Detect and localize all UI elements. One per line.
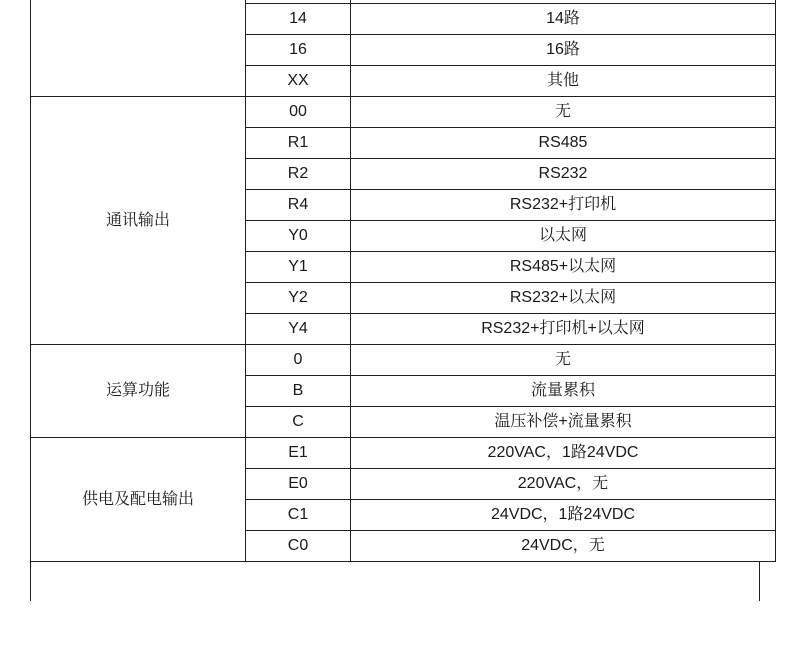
- description-cell: RS232+打印机: [351, 190, 776, 221]
- category-cell: 通讯输出: [31, 97, 246, 345]
- description-cell: RS485: [351, 128, 776, 159]
- description-cell: 24VDC，无: [351, 531, 776, 562]
- description-cell: 温压补偿+流量累积: [351, 407, 776, 438]
- description-cell: RS232+打印机+以太网: [351, 314, 776, 345]
- code-cell: 00: [246, 97, 351, 128]
- category-cell: 供电及配电输出: [31, 438, 246, 562]
- description-cell: 14路: [351, 4, 776, 35]
- code-cell: Y2: [246, 283, 351, 314]
- category-cell: 运算功能: [31, 345, 246, 438]
- description-cell: 无: [351, 345, 776, 376]
- description-cell: 其他: [351, 66, 776, 97]
- code-cell: Y1: [246, 252, 351, 283]
- description-cell: RS232+以太网: [351, 283, 776, 314]
- table-body: [31, 0, 776, 562]
- code-cell: C: [246, 407, 351, 438]
- specification-table: [30, 0, 776, 562]
- category-cell: [31, 0, 246, 97]
- code-cell: E1: [246, 438, 351, 469]
- code-cell: R4: [246, 190, 351, 221]
- description-cell: 220VAC，无: [351, 469, 776, 500]
- description-cell: 以太网: [351, 221, 776, 252]
- code-cell: XX: [246, 66, 351, 97]
- table-row: [31, 345, 776, 376]
- code-cell: R1: [246, 128, 351, 159]
- code-cell: Y4: [246, 314, 351, 345]
- code-cell: B: [246, 376, 351, 407]
- description-cell: 220VAC，1路24VDC: [351, 438, 776, 469]
- description-cell: RS232: [351, 159, 776, 190]
- table-row: [31, 438, 776, 469]
- code-cell: Y0: [246, 221, 351, 252]
- description-cell: RS485+以太网: [351, 252, 776, 283]
- description-cell: 16路: [351, 35, 776, 66]
- code-cell: C0: [246, 531, 351, 562]
- description-cell: 无: [351, 97, 776, 128]
- code-cell: C1: [246, 500, 351, 531]
- table-row: [31, 97, 776, 128]
- code-cell: 14: [246, 4, 351, 35]
- code-cell: 16: [246, 35, 351, 66]
- code-cell: 0: [246, 345, 351, 376]
- description-cell: 流量累积: [351, 376, 776, 407]
- code-cell: R2: [246, 159, 351, 190]
- code-cell: E0: [246, 469, 351, 500]
- description-cell: 24VDC，1路24VDC: [351, 500, 776, 531]
